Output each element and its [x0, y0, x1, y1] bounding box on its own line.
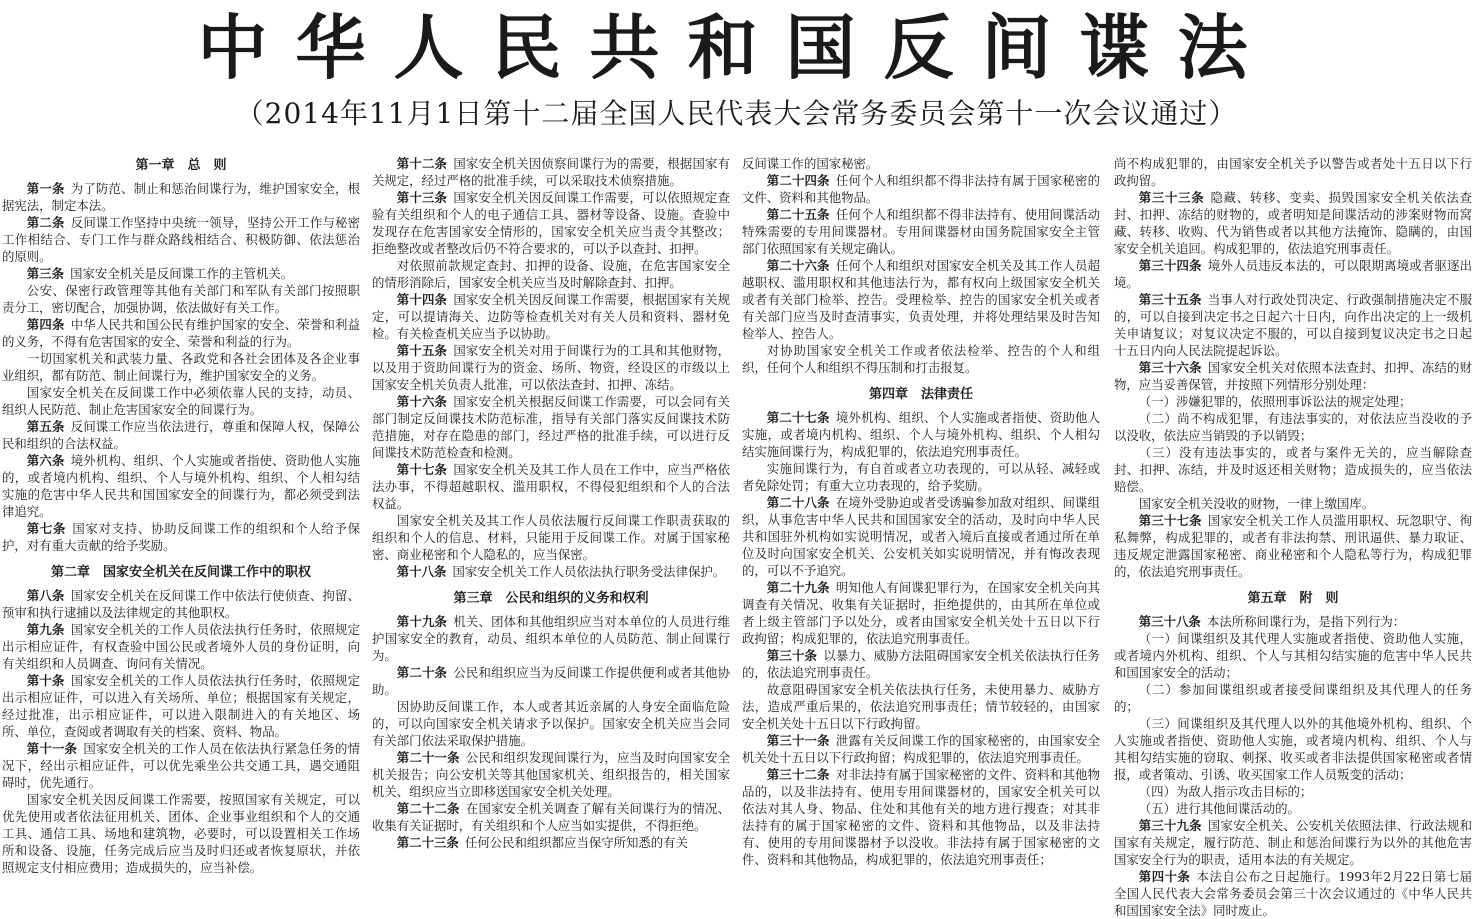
paragraph	[742, 155, 1100, 172]
paragraph	[1114, 630, 1472, 681]
article-text: 国家安全机关因反间谍工作需要，按照国家有关规定，可以优先使用或者依法征用机关、团体、企业事业组织和个人的交通工具、通信工具、场地和建筑物，必要时，可以设置相关工作场所和设备、设施，任务完成后应当及时归还或者恢复原状，并依照规定支付相应费用；造成损失的，应当补偿。	[2, 792, 360, 875]
article-paragraph	[2, 265, 360, 282]
article-text: （五）进行其他间谍活动的。	[1138, 801, 1300, 816]
article-number: 第二十五条	[766, 207, 830, 222]
article-number: 第三十四条	[1138, 258, 1202, 273]
article-number: 第二十条	[396, 665, 448, 680]
paragraph	[742, 342, 1100, 376]
article-number: 第三十一条	[766, 733, 830, 748]
article-paragraph	[1114, 257, 1472, 291]
article-text: 对非法持有属于国家秘密的文件、资料和其他物品的，以及非法持有、使用专用间谍器材的，国家安全机关可以依法对其人身、物品、住处和其他有关的地方进行搜查；对其非法持有的属于国家秘密的文件、资料和其他物品，以及非法持有、使用的专用间谍器材予以没收。非法持有属于国家秘密的文件、资料和其他物品，构成犯罪的，依法追究刑事责任；	[742, 767, 1101, 867]
article-text: 泄露有关反间谍工作的国家秘密的，由国家安全机关处十五日以下行政拘留；构成犯罪的，依法追究刑事责任。	[742, 733, 1101, 765]
article-paragraph	[1114, 613, 1472, 630]
article-text: 在国家安全机关调查了解有关间谍行为的情况、收集有关证据时，有关组织和个人应当如实提供，不得拒绝。	[372, 801, 731, 833]
article-paragraph	[372, 155, 730, 189]
article-number: 第十三条	[396, 190, 448, 205]
paragraph	[742, 681, 1100, 732]
paragraph	[372, 257, 730, 291]
article-number: 第二十九条	[766, 580, 830, 595]
article-text: （三）间谍组织及其代理人以外的其他境外机构、组织、个人实施或者指使、资助他人实施，或者境内机构、组织、个人与其相勾结实施的窃取、刺探、收买或者非法提供国家秘密或者情报，或者策动、引诱、收买国家工作人员叛变的活动；	[1114, 716, 1472, 782]
article-text: 国家安全机关对用于间谍行为的工具和其他财物，以及用于资助间谍行为的资金、场所、物资，经设区的市级以上国家安全机关负责人批准，可以依法查封、扣押、冻结。	[372, 343, 731, 392]
article-text: 任何个人和组织都不得非法持有、使用间谍活动特殊需要的专用间谍器材。专用间谍器材由国务院国家安全主管部门依照国家有关规定确认。	[742, 207, 1101, 256]
paragraph	[1114, 800, 1472, 817]
article-number: 第一条	[26, 181, 65, 196]
paragraph	[2, 791, 360, 876]
article-text: 实施间谍行为，有自首或者立功表现的，可以从轻、减轻或者免除处罚；有重大立功表现的，给予奖励。	[742, 461, 1100, 493]
article-number: 第十八条	[396, 564, 447, 579]
article-number: 第七条	[26, 521, 67, 536]
article-number: 第九条	[26, 622, 65, 637]
article-text: 在境外受胁迫或者受诱骗参加敌对组织、间谍组织，从事危害中华人民共和国国家安全的活动，及时向中华人民共和国驻外机构如实说明情况，或者入境后直接或者通过所在单位及时向国家安全机关、公安机关如实说明情况，并有悔改表现的，可以不予追究。	[742, 495, 1101, 578]
article-number: 第十一条	[26, 741, 78, 756]
article-number: 第三十条	[766, 648, 818, 663]
article-paragraph	[1114, 359, 1472, 393]
article-number: 第三十六条	[1138, 360, 1202, 375]
article-paragraph	[742, 206, 1100, 257]
article-text: 国家安全机关对依照本法查封、扣押、冻结的财物，应当妥善保管，并按照下列情形分别处理：	[1114, 360, 1473, 392]
article-paragraph	[372, 749, 730, 800]
article-number: 第三十三条	[1138, 190, 1205, 205]
article-number: 第十六条	[396, 394, 448, 409]
article-paragraph	[2, 520, 360, 554]
chapter-heading: 第四章 法律责任	[868, 387, 973, 402]
article-text: 国家安全机关因反间谍工作需要，根据国家有关规定，可以提请海关、边防等检查机关对有关人员和资料、器材免检。有关检查机关应当予以协助。	[372, 292, 731, 341]
article-text: 公民和组织发现间谍行为，应当及时向国家安全机关报告；向公安机关等其他国家机关、组织报告的，相关国家机关、组织应当立即移送国家安全机关处理。	[372, 750, 731, 799]
paragraph	[2, 384, 360, 418]
article-number: 第十七条	[396, 462, 448, 477]
article-number: 第十条	[26, 673, 65, 688]
article-paragraph	[2, 740, 360, 791]
article-number: 第十九条	[396, 614, 448, 629]
article-paragraph	[1114, 512, 1472, 580]
article-number: 第二十三条	[396, 835, 459, 850]
article-text: 隐藏、转移、变卖、损毁国家安全机关依法查封、扣押、冻结的财物的，或者明知是间谍活动的涉案财物而窝藏、转移、收购、代为销售或者以其他方法掩饰、隐瞒的，由国家安全机关追回。构成犯罪的，依法追究刑事责任。	[1114, 190, 1472, 256]
article-text: 境外机构、组织、个人实施或者指使、资助他人实施的，或者境内机构、组织、个人与境外机构、组织、个人相勾结实施的危害中华人民共和国国家安全的间谍行为，都必须受到法律追究。	[2, 453, 361, 519]
article-text: 公民和组织应当为反间谍工作提供便利或者其他协助。	[372, 665, 731, 697]
article-text: 境外人员违反本法的，可以限期离境或者驱逐出境。	[1114, 258, 1473, 290]
article-paragraph	[742, 257, 1100, 342]
article-text: 国家安全机关根据反间谍工作需要，可以会同有关部门制定反间谍技术防范标准，指导有关部门落实反间谍技术防范措施，对存在隐患的部门，经过严格的批准手续，可以进行反间谍技术防范检查和检测。	[372, 394, 731, 460]
article-paragraph	[2, 180, 360, 214]
article-text: 国家对支持、协助反间谍工作的组织和个人给予保护，对有重大贡献的给予奖励。	[2, 521, 360, 553]
article-text: 国家安全机关的工作人员依法执行任务时，依照规定出示相应证件，有权查验中国公民或者境外人员的身份证明，向有关组织和人员调查、询问有关情况。	[2, 622, 361, 671]
article-text: 反间谍工作应当依法进行，尊重和保障人权，保障公民和组织的合法权益。	[2, 419, 361, 451]
article-text: 国家安全机关及其工作人员依法履行反间谍工作职责获取的组织和个人的信息、材料，只能用于反间谍工作。对属于国家秘密、商业秘密和个人隐私的，应当保密。	[372, 513, 730, 562]
article-text: 明知他人有间谍犯罪行为，在国家安全机关向其调查有关情况、收集有关证据时，拒绝提供的，由其所在单位或者上级主管部门予以处分，或者由国家安全机关处十五日以下行政拘留；构成犯罪的，依法追究刑事责任。	[742, 580, 1101, 646]
article-text: 反间谍工作坚持中央统一领导，坚持公开工作与秘密工作相结合、专门工作与群众路线相结合、积极防御、依法惩治的原则。	[2, 215, 361, 264]
article-paragraph	[2, 587, 360, 621]
article-text: 为了防范、制止和惩治间谍行为，维护国家安全，根据宪法，制定本法。	[2, 181, 361, 213]
article-text: 中华人民共和国公民有维护国家的安全、荣誉和利益的义务，不得有危害国家的安全、荣誉和利益的行为。	[2, 317, 361, 349]
article-paragraph	[372, 393, 730, 461]
article-text: （一）间谍组织及其代理人实施或者指使、资助他人实施，或者境内外机构、组织、个人与其相勾结实施的危害中华人民共和国国家安全的活动；	[1114, 631, 1472, 680]
article-paragraph	[1114, 291, 1472, 359]
article-number: 第二十一条	[396, 750, 460, 765]
article-paragraph	[372, 563, 730, 580]
article-text: 对依照前款规定查封、扣押的设备、设施，在危害国家安全的情形消除后，国家安全机关应当及时解除查封、扣押。	[372, 258, 730, 290]
article-text: 国家安全机关因侦察间谍行为的需要，根据国家有关规定，经过严格的批准手续，可以采取技术侦察措施。	[372, 156, 731, 188]
article-text: 国家安全机关工作人员滥用职权、玩忽职守、徇私舞弊，构成犯罪的，或者有非法拘禁、刑讯逼供、暴力取证、违反规定泄露国家秘密、商业秘密和个人隐私等行为，构成犯罪的，依法追究刑事责任。	[1114, 513, 1473, 579]
paragraph	[2, 282, 360, 316]
article-paragraph	[742, 732, 1100, 766]
paragraph	[372, 512, 730, 563]
paragraph	[1114, 783, 1472, 800]
article-text: 国家安全机关的工作人员在依法执行紧急任务的情况下，经出示相应证件，可以优先乘坐公共交通工具，遇交通阻碍时，优先通行。	[2, 741, 361, 790]
article-paragraph	[742, 172, 1100, 206]
article-text: 公安、保密行政管理等其他有关部门和军队有关部门按照职责分工，密切配合，加强协调，依法做好有关工作。	[2, 283, 360, 315]
article-paragraph	[372, 834, 730, 851]
article-paragraph	[372, 189, 730, 257]
article-number: 第四条	[26, 317, 65, 332]
paragraph	[1114, 444, 1472, 495]
article-number: 第十四条	[396, 292, 448, 307]
article-number: 第四十条	[1138, 869, 1191, 884]
article-paragraph	[742, 579, 1100, 647]
article-number: 第二十六条	[766, 258, 830, 273]
article-number: 第三十九条	[1138, 818, 1202, 833]
article-number: 第十二条	[396, 156, 448, 171]
adoption-note: （2014年11月1日第十二届全国人民代表大会常务委员会第十一次会议通过）	[235, 97, 1238, 130]
article-text: （二）参加间谍组织或者接受间谍组织及其代理人的任务的；	[1114, 682, 1472, 714]
chapter-heading: 第三章 公民和组织的义务和权利	[453, 591, 649, 606]
paragraph	[1114, 495, 1472, 512]
article-text: （二）尚不构成犯罪，有违法事实的，对依法应当没收的予以没收，依法应当销毁的予以销毁；	[1114, 411, 1472, 443]
article-number: 第三十七条	[1138, 513, 1202, 528]
article-paragraph	[2, 418, 360, 452]
text-column-4	[1114, 155, 1473, 918]
text-column-3	[742, 155, 1100, 880]
paragraph	[1114, 410, 1472, 444]
article-text: （四）为敌人指示攻击目标的；	[1138, 784, 1313, 799]
article-paragraph	[742, 409, 1100, 460]
article-number: 第二十二条	[396, 801, 460, 816]
article-text: 故意阻碍国家安全机关依法执行任务，未使用暴力、威胁方法，造成严重后果的，依法追究刑事责任；情节较轻的，由国家安全机关处十五日以下行政拘留。	[742, 682, 1100, 731]
article-paragraph	[372, 613, 730, 664]
article-text: 任何个人和组织对国家安全机关及其工作人员超越职权、滥用职权和其他违法行为，都有权向上级国家安全机关或者有关部门检举、控告。受理检举、控告的国家安全机关或者有关部门应当及时查清事实，负责处理，并将处理结果及时告知检举人、控告人。	[742, 258, 1101, 341]
article-number: 第三条	[26, 266, 64, 281]
text-column-1	[2, 155, 360, 880]
article-text: （三）没有违法事实的，或者与案件无关的，应当解除查封、扣押、冻结，并及时返还相关财物；造成损失的，应当依法赔偿。	[1114, 445, 1472, 494]
chapter-heading: 第二章 国家安全机关在反间谍工作中的职权	[50, 565, 311, 580]
article-text: 机关、团体和其他组织应当对本单位的人员进行维护国家安全的教育，动员、组织本单位的人员防范、制止间谍行为。	[372, 614, 731, 663]
article-text: 反间谍工作的国家秘密。	[742, 156, 879, 171]
law-title: 中华人民共和国反间谍法	[197, 7, 1276, 89]
paragraph	[742, 460, 1100, 494]
article-text: 当事人对行政处罚决定、行政强制措施决定不服的，可以自接到决定书之日起六十日内，向作出决定的上一级机关申请复议；对复议决定不服的，可以自接到复议决定书之日起十五日内向人民法院提起诉讼。	[1114, 292, 1473, 358]
article-paragraph	[742, 766, 1100, 868]
article-number: 第二十七条	[766, 410, 830, 425]
text-column-2	[372, 155, 730, 880]
article-text: 国家安全机关在反间谍工作中必须依靠人民的支持，动员、组织人民防范、制止危害国家安全的间谍行为。	[2, 385, 360, 417]
article-paragraph	[2, 621, 360, 672]
article-paragraph	[1114, 817, 1472, 868]
article-text: 本法所称间谍行为，是指下列行为：	[1206, 614, 1406, 629]
article-paragraph	[372, 291, 730, 342]
article-paragraph	[2, 214, 360, 265]
article-text: 任何个人和组织都不得非法持有属于国家秘密的文件、资料和其他物品。	[742, 173, 1101, 205]
article-number: 第二十八条	[766, 495, 830, 510]
article-paragraph	[1114, 189, 1472, 257]
article-text: 尚不构成犯罪的，由国家安全机关予以警告或者处十五日以下行政拘留。	[1114, 156, 1472, 188]
article-text: 以暴力、威胁方法阻碍国家安全机关依法执行任务的，依法追究刑事责任。	[742, 648, 1101, 680]
article-paragraph	[2, 452, 360, 520]
article-paragraph	[372, 800, 730, 834]
article-number: 第三十八条	[1138, 614, 1201, 629]
article-paragraph	[742, 494, 1100, 579]
chapter-heading: 第五章 附 则	[1247, 591, 1339, 606]
paragraph	[1114, 155, 1472, 189]
paragraph	[372, 698, 730, 749]
article-text: 国家安全机关、公安机关依照法律、行政法规和国家有关规定，履行防范、制止和惩治间谍行为以外的其他危害国家安全行为的职责，适用本法的有关规定。	[1114, 818, 1473, 867]
article-text: 国家安全机关工作人员依法执行职务受法律保护。	[452, 564, 726, 579]
article-text: 国家安全机关是反间谍工作的主管机关。	[70, 266, 294, 281]
article-paragraph	[742, 647, 1100, 681]
article-number: 第三十二条	[766, 767, 830, 782]
paragraph	[1114, 715, 1472, 783]
article-paragraph	[372, 342, 730, 393]
article-number: 第三十五条	[1138, 292, 1202, 307]
article-number: 第五条	[26, 419, 65, 434]
chapter-heading: 第一章 总 则	[135, 158, 227, 173]
article-number: 第八条	[26, 588, 65, 603]
article-text: 本法自公布之日起施行。1993年2月22日第七届全国人民代表大会常务委员会第三十次会议通过的《中华人民共和国国家安全法》同时废止。	[1114, 869, 1473, 918]
article-text: 任何公民和组织都应当保守所知悉的有关	[464, 835, 688, 850]
article-text: 国家安全机关因反间谍工作需要，可以依照规定查验有关组织和个人的电子通信工具、器材等设备、设施。查验中发现存在危害国家安全情形的，国家安全机关应当责令其整改；拒绝整改或者整改后仍不符合要求的，可以予以查封、扣押。	[372, 190, 731, 256]
article-paragraph	[372, 664, 730, 698]
article-number: 第十五条	[396, 343, 448, 358]
article-text: 因协助反间谍工作，本人或者其近亲属的人身安全面临危险的，可以向国家安全机关请求予以保护。国家安全机关应当会同有关部门依法采取保护措施。	[372, 699, 730, 748]
article-text: 境外机构、组织、个人实施或者指使、资助他人实施，或者境内机构、组织、个人与境外机构、组织、个人相勾结实施间谍行为，构成犯罪的，依法追究刑事责任。	[742, 410, 1101, 459]
article-number: 第六条	[26, 453, 65, 468]
article-paragraph	[372, 461, 730, 512]
paragraph	[1114, 393, 1472, 410]
article-paragraph	[1114, 868, 1472, 919]
article-text: （一）涉嫌犯罪的，依照刑事诉讼法的规定处理；	[1138, 394, 1412, 409]
paragraph	[1114, 681, 1472, 715]
article-paragraph	[2, 316, 360, 350]
article-number: 第二十四条	[766, 173, 830, 188]
paragraph	[2, 350, 360, 384]
article-number: 第二条	[26, 215, 65, 230]
article-text: 对协助国家安全机关工作或者依法检举、控告的个人和组织，任何个人和组织不得压制和打击报复。	[742, 343, 1100, 375]
article-text: 一切国家机关和武装力量、各政党和各社会团体及各企业事业组织，都有防范、制止间谍行为，维护国家安全的义务。	[2, 351, 360, 383]
article-paragraph	[2, 672, 360, 740]
article-text: 国家安全机关及其工作人员在工作中，应当严格依法办事，不得超越职权、滥用职权，不得侵犯组织和个人的合法权益。	[372, 462, 731, 511]
article-text: 国家安全机关的工作人员依法执行任务时，依照规定出示相应证件，可以进入有关场所、单位；根据国家有关规定，经过批准，出示相应证件，可以进入限制进入的有关地区、场所、单位，查阅或者调取有关的档案、资料、物品。	[2, 673, 361, 739]
article-text: 国家安全机关没收的财物，一律上缴国库。	[1138, 496, 1375, 511]
article-text: 国家安全机关在反间谍工作中依法行使侦查、拘留、预审和执行逮捕以及法律规定的其他职权。	[2, 588, 361, 620]
